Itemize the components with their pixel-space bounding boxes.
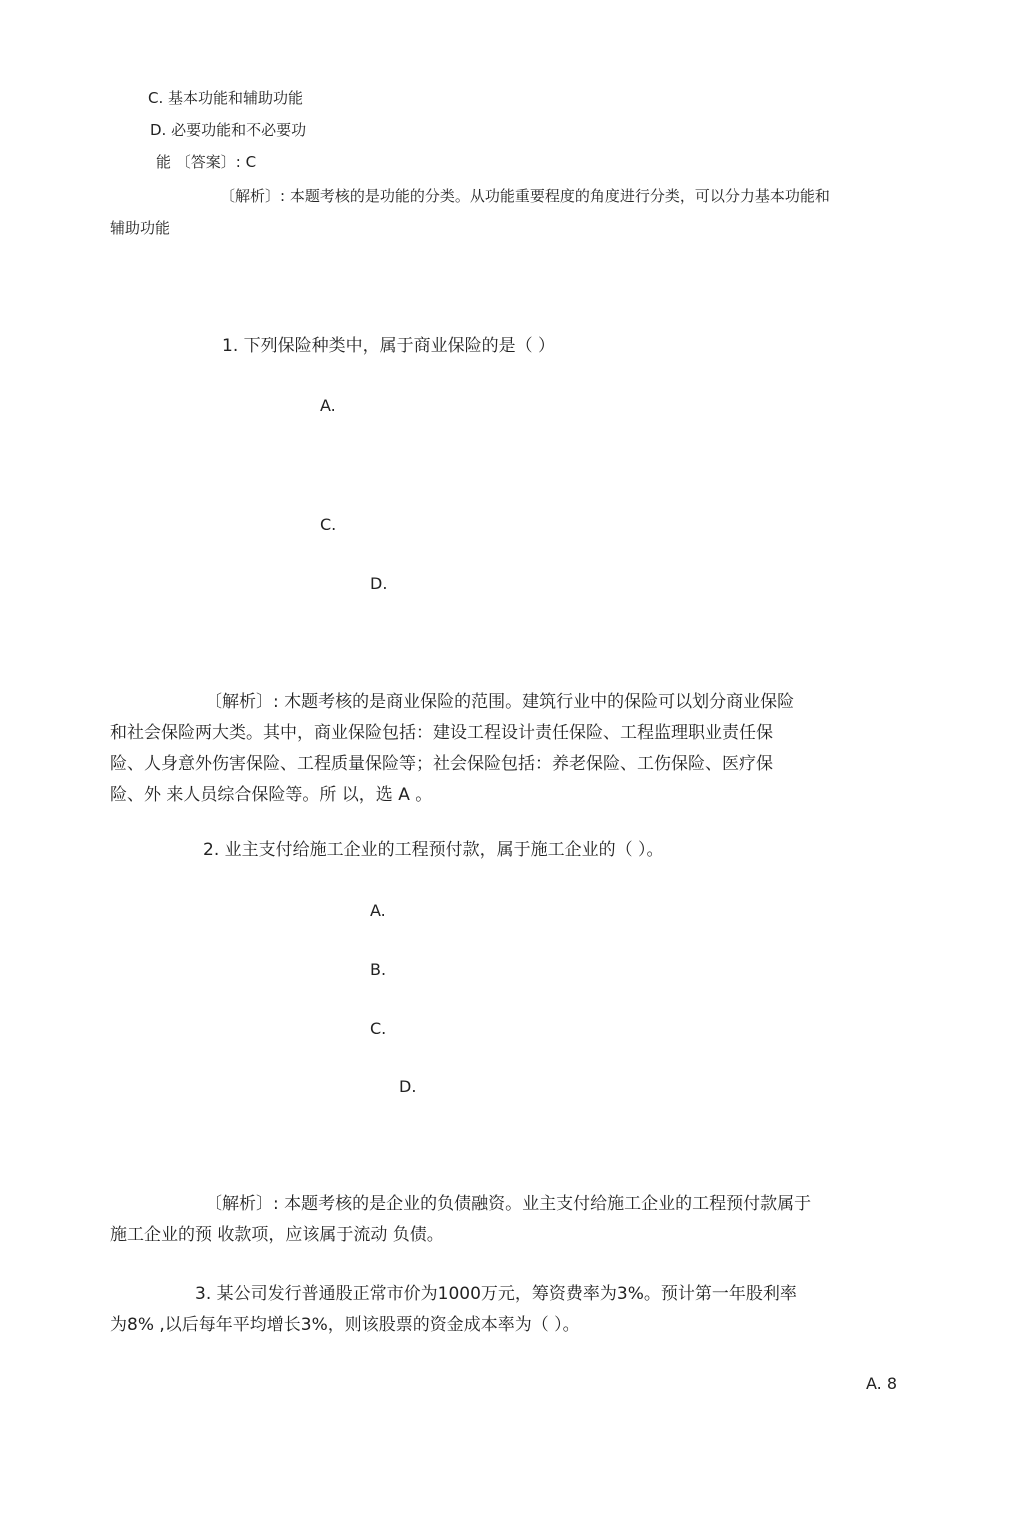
q3-title-line1: 3. 某公司发行普通股正常市价为1000万元，筹资费率为3%。预计第一年股利率: [195, 1284, 797, 1304]
prev-explanation-line2: 辅助功能: [110, 219, 171, 237]
q2-explanation-line1: 〔解析〕: 本题考核的是企业的负债融资。业主支付给施工企业的工程预付款属于: [205, 1194, 812, 1214]
q3-option-a: A. 8: [866, 1374, 898, 1393]
q1-explanation-line1: 〔解析〕: 木题考核的是商业保险的范围。建筑行业中的保险可以划分商业保险: [205, 692, 795, 712]
q1-explanation-line4: 险、外 来人员综合保险等。所 以，选 A 。: [110, 785, 433, 805]
q1-explanation: [110, 687, 890, 811]
prev-option-d: D. 必要功能和不必要功: [150, 121, 307, 139]
q1-title: 1. 下列保险种类中，属于商业保险的是（ ）: [222, 336, 556, 356]
q3-title-line2: 为8% ,以后每年平均增长3%，则该股票的资金成本率为（ ）。: [110, 1315, 580, 1335]
q1-option-d: D.: [370, 574, 388, 593]
prev-answer: 能 〔答案〕: C: [156, 153, 257, 171]
q1-explanation-line3: 险、人身意外伤害保险、工程质量保险等；社会保险包括：养老保险、工伤保险、医疗保: [110, 754, 773, 774]
q1-option-a: A.: [320, 396, 336, 415]
q2-option-a: A.: [370, 901, 386, 920]
q2-option-b: B.: [370, 960, 387, 979]
q2-explanation-line2: 施工企业的预 收款项，应该属于流动 负债。: [110, 1225, 444, 1245]
q2-explanation: [110, 1189, 890, 1251]
q2-title: 2. 业主支付给施工企业的工程预付款，属于施工企业的（ ）。: [203, 840, 664, 860]
q2-option-d: D.: [399, 1077, 417, 1096]
q2-option-c: C.: [370, 1019, 387, 1038]
q3-title: [110, 1279, 890, 1341]
q1-explanation-line2: 和社会保险两大类。其中，商业保险包括：建设工程设计责任保险、工程监理职业责任保: [110, 723, 773, 743]
prev-option-c: C. 基本功能和辅助功能: [148, 89, 304, 107]
prev-explanation-line1: 〔解析〕: 本题考核的是功能的分类。从功能重要程度的角度进行分类，可以分力基本功能和: [220, 187, 830, 205]
q1-option-c: C.: [320, 515, 337, 534]
